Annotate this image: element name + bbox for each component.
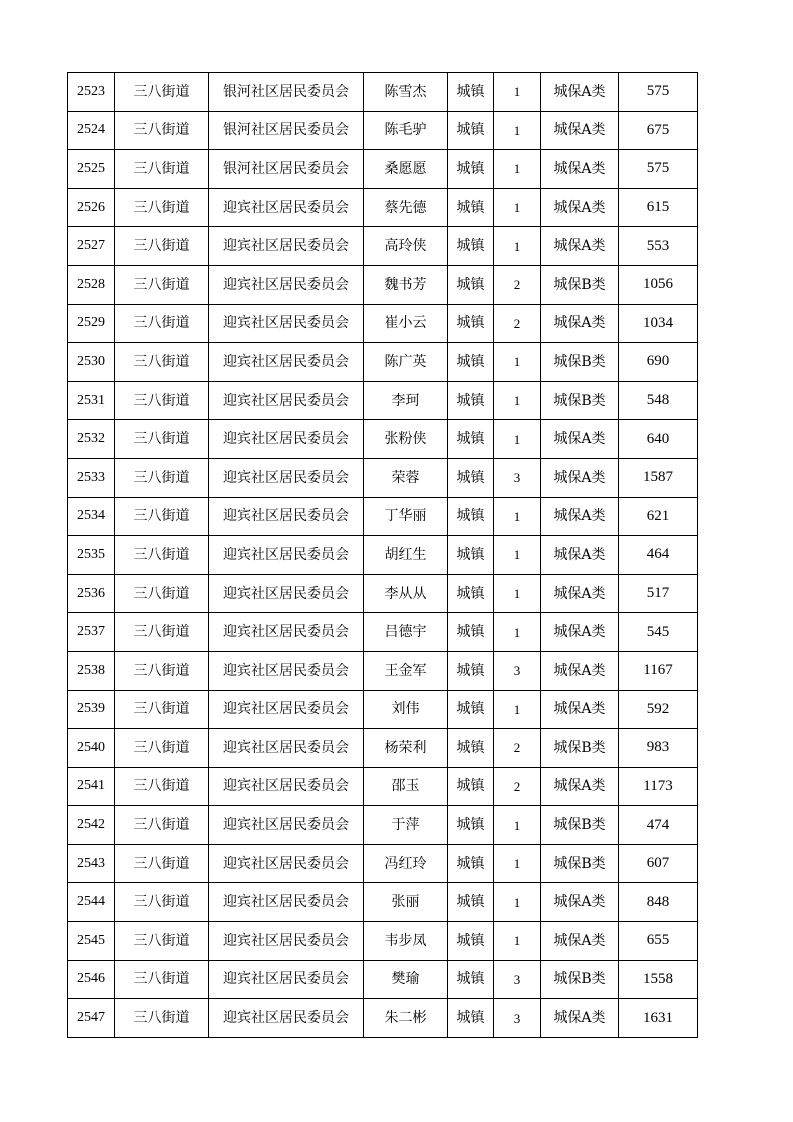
person-name-cell: 崔小云 [364,304,448,343]
area-type-cell: 城镇 [448,844,494,883]
household-count-cell: 1 [494,806,541,845]
data-table [67,72,698,1038]
area-type-cell: 城镇 [448,150,494,189]
table-row [68,111,698,150]
area-type-cell: 城镇 [448,883,494,922]
row-number-cell: 2533 [68,458,115,497]
committee-cell: 迎宾社区居民委员会 [209,613,364,652]
household-count-cell: 1 [494,188,541,227]
street-cell: 三八街道 [115,922,209,961]
household-count-cell: 3 [494,960,541,999]
household-count-cell: 2 [494,729,541,768]
area-type-cell: 城镇 [448,458,494,497]
amount-cell: 545 [619,613,698,652]
area-type-cell: 城镇 [448,536,494,575]
household-count-cell: 1 [494,73,541,112]
category-cell: 城保B类 [541,806,619,845]
row-number-cell: 2543 [68,844,115,883]
street-cell: 三八街道 [115,497,209,536]
table-row [68,651,698,690]
household-count-cell: 1 [494,111,541,150]
amount-cell: 1587 [619,458,698,497]
table-body [68,73,698,1038]
person-name-cell: 张丽 [364,883,448,922]
table-row [68,613,698,652]
area-type-cell: 城镇 [448,381,494,420]
person-name-cell: 韦步凤 [364,922,448,961]
street-cell: 三八街道 [115,73,209,112]
row-number-cell: 2530 [68,343,115,382]
household-count-cell: 1 [494,381,541,420]
table-row [68,729,698,768]
street-cell: 三八街道 [115,844,209,883]
street-cell: 三八街道 [115,343,209,382]
person-name-cell: 丁华丽 [364,497,448,536]
street-cell: 三八街道 [115,999,209,1038]
committee-cell: 迎宾社区居民委员会 [209,767,364,806]
amount-cell: 517 [619,574,698,613]
household-count-cell: 1 [494,574,541,613]
amount-cell: 1034 [619,304,698,343]
household-count-cell: 2 [494,265,541,304]
area-type-cell: 城镇 [448,613,494,652]
area-type-cell: 城镇 [448,304,494,343]
household-count-cell: 1 [494,883,541,922]
area-type-cell: 城镇 [448,960,494,999]
person-name-cell: 李从从 [364,574,448,613]
household-count-cell: 1 [494,613,541,652]
amount-cell: 464 [619,536,698,575]
person-name-cell: 杨荣利 [364,729,448,768]
category-cell: 城保A类 [541,536,619,575]
category-cell: 城保A类 [541,304,619,343]
table-row [68,883,698,922]
committee-cell: 迎宾社区居民委员会 [209,304,364,343]
row-number-cell: 2545 [68,922,115,961]
committee-cell: 迎宾社区居民委员会 [209,188,364,227]
street-cell: 三八街道 [115,304,209,343]
amount-cell: 474 [619,806,698,845]
category-cell: 城保A类 [541,111,619,150]
person-name-cell: 高玲侠 [364,227,448,266]
row-number-cell: 2539 [68,690,115,729]
area-type-cell: 城镇 [448,420,494,459]
table-row [68,767,698,806]
row-number-cell: 2537 [68,613,115,652]
committee-cell: 迎宾社区居民委员会 [209,381,364,420]
amount-cell: 615 [619,188,698,227]
committee-cell: 迎宾社区居民委员会 [209,960,364,999]
committee-cell: 银河社区居民委员会 [209,150,364,189]
area-type-cell: 城镇 [448,999,494,1038]
person-name-cell: 刘伟 [364,690,448,729]
row-number-cell: 2532 [68,420,115,459]
amount-cell: 553 [619,227,698,266]
row-number-cell: 2538 [68,651,115,690]
committee-cell: 迎宾社区居民委员会 [209,497,364,536]
person-name-cell: 蔡先德 [364,188,448,227]
street-cell: 三八街道 [115,767,209,806]
household-count-cell: 1 [494,150,541,189]
category-cell: 城保A类 [541,574,619,613]
street-cell: 三八街道 [115,381,209,420]
household-count-cell: 1 [494,343,541,382]
person-name-cell: 朱二彬 [364,999,448,1038]
household-count-cell: 2 [494,304,541,343]
person-name-cell: 李珂 [364,381,448,420]
row-number-cell: 2524 [68,111,115,150]
area-type-cell: 城镇 [448,690,494,729]
row-number-cell: 2531 [68,381,115,420]
amount-cell: 1558 [619,960,698,999]
category-cell: 城保A类 [541,73,619,112]
amount-cell: 848 [619,883,698,922]
committee-cell: 迎宾社区居民委员会 [209,574,364,613]
street-cell: 三八街道 [115,729,209,768]
table-row [68,458,698,497]
row-number-cell: 2536 [68,574,115,613]
street-cell: 三八街道 [115,227,209,266]
amount-cell: 621 [619,497,698,536]
area-type-cell: 城镇 [448,343,494,382]
person-name-cell: 王金军 [364,651,448,690]
street-cell: 三八街道 [115,613,209,652]
street-cell: 三八街道 [115,651,209,690]
amount-cell: 1631 [619,999,698,1038]
area-type-cell: 城镇 [448,111,494,150]
amount-cell: 1056 [619,265,698,304]
person-name-cell: 陈毛驴 [364,111,448,150]
area-type-cell: 城镇 [448,497,494,536]
row-number-cell: 2546 [68,960,115,999]
household-count-cell: 3 [494,999,541,1038]
table-row [68,381,698,420]
committee-cell: 迎宾社区居民委员会 [209,729,364,768]
committee-cell: 迎宾社区居民委员会 [209,265,364,304]
table-row [68,188,698,227]
row-number-cell: 2523 [68,73,115,112]
household-count-cell: 2 [494,767,541,806]
row-number-cell: 2547 [68,999,115,1038]
committee-cell: 迎宾社区居民委员会 [209,690,364,729]
committee-cell: 迎宾社区居民委员会 [209,883,364,922]
street-cell: 三八街道 [115,960,209,999]
person-name-cell: 陈雪杰 [364,73,448,112]
committee-cell: 迎宾社区居民委员会 [209,420,364,459]
table-row [68,690,698,729]
row-number-cell: 2542 [68,806,115,845]
category-cell: 城保A类 [541,883,619,922]
table-row [68,806,698,845]
committee-cell: 迎宾社区居民委员会 [209,536,364,575]
committee-cell: 迎宾社区居民委员会 [209,999,364,1038]
table-row [68,304,698,343]
category-cell: 城保A类 [541,227,619,266]
category-cell: 城保A类 [541,767,619,806]
table-row [68,922,698,961]
person-name-cell: 樊瑜 [364,960,448,999]
area-type-cell: 城镇 [448,922,494,961]
category-cell: 城保A类 [541,613,619,652]
person-name-cell: 于萍 [364,806,448,845]
committee-cell: 银河社区居民委员会 [209,111,364,150]
category-cell: 城保A类 [541,690,619,729]
table-row [68,73,698,112]
street-cell: 三八街道 [115,111,209,150]
street-cell: 三八街道 [115,265,209,304]
table-row [68,536,698,575]
area-type-cell: 城镇 [448,729,494,768]
committee-cell: 迎宾社区居民委员会 [209,806,364,845]
amount-cell: 548 [619,381,698,420]
table-row [68,420,698,459]
category-cell: 城保A类 [541,497,619,536]
row-number-cell: 2540 [68,729,115,768]
committee-cell: 迎宾社区居民委员会 [209,227,364,266]
household-count-cell: 3 [494,458,541,497]
area-type-cell: 城镇 [448,767,494,806]
category-cell: 城保B类 [541,960,619,999]
amount-cell: 983 [619,729,698,768]
amount-cell: 675 [619,111,698,150]
category-cell: 城保B类 [541,729,619,768]
table-row [68,999,698,1038]
street-cell: 三八街道 [115,883,209,922]
category-cell: 城保A类 [541,150,619,189]
row-number-cell: 2535 [68,536,115,575]
committee-cell: 迎宾社区居民委员会 [209,651,364,690]
person-name-cell: 魏书芳 [364,265,448,304]
table-row [68,960,698,999]
row-number-cell: 2541 [68,767,115,806]
person-name-cell: 陈广英 [364,343,448,382]
row-number-cell: 2526 [68,188,115,227]
table-row [68,343,698,382]
category-cell: 城保A类 [541,458,619,497]
household-count-cell: 1 [494,536,541,575]
street-cell: 三八街道 [115,150,209,189]
table-row [68,574,698,613]
person-name-cell: 桑愿愿 [364,150,448,189]
row-number-cell: 2525 [68,150,115,189]
person-name-cell: 胡红生 [364,536,448,575]
street-cell: 三八街道 [115,536,209,575]
row-number-cell: 2534 [68,497,115,536]
category-cell: 城保A类 [541,420,619,459]
amount-cell: 575 [619,150,698,189]
person-name-cell: 张粉侠 [364,420,448,459]
amount-cell: 640 [619,420,698,459]
household-count-cell: 1 [494,420,541,459]
area-type-cell: 城镇 [448,73,494,112]
area-type-cell: 城镇 [448,806,494,845]
amount-cell: 1167 [619,651,698,690]
committee-cell: 迎宾社区居民委员会 [209,922,364,961]
table-row [68,844,698,883]
street-cell: 三八街道 [115,188,209,227]
committee-cell: 迎宾社区居民委员会 [209,343,364,382]
amount-cell: 607 [619,844,698,883]
amount-cell: 690 [619,343,698,382]
table-row [68,150,698,189]
category-cell: 城保B类 [541,265,619,304]
category-cell: 城保A类 [541,188,619,227]
category-cell: 城保A类 [541,999,619,1038]
committee-cell: 银河社区居民委员会 [209,73,364,112]
person-name-cell: 吕德宇 [364,613,448,652]
street-cell: 三八街道 [115,806,209,845]
street-cell: 三八街道 [115,458,209,497]
amount-cell: 575 [619,73,698,112]
table-row [68,497,698,536]
table-row [68,265,698,304]
household-count-cell: 1 [494,922,541,961]
street-cell: 三八街道 [115,574,209,613]
person-name-cell: 冯红玲 [364,844,448,883]
household-count-cell: 1 [494,227,541,266]
area-type-cell: 城镇 [448,188,494,227]
street-cell: 三八街道 [115,690,209,729]
committee-cell: 迎宾社区居民委员会 [209,844,364,883]
household-count-cell: 1 [494,690,541,729]
row-number-cell: 2528 [68,265,115,304]
amount-cell: 655 [619,922,698,961]
row-number-cell: 2527 [68,227,115,266]
household-count-cell: 1 [494,844,541,883]
amount-cell: 1173 [619,767,698,806]
category-cell: 城保A类 [541,651,619,690]
table-row [68,227,698,266]
area-type-cell: 城镇 [448,227,494,266]
person-name-cell: 荣蓉 [364,458,448,497]
area-type-cell: 城镇 [448,574,494,613]
row-number-cell: 2529 [68,304,115,343]
area-type-cell: 城镇 [448,651,494,690]
category-cell: 城保B类 [541,844,619,883]
street-cell: 三八街道 [115,420,209,459]
area-type-cell: 城镇 [448,265,494,304]
person-name-cell: 邵玉 [364,767,448,806]
amount-cell: 592 [619,690,698,729]
category-cell: 城保A类 [541,922,619,961]
household-count-cell: 1 [494,497,541,536]
household-count-cell: 3 [494,651,541,690]
committee-cell: 迎宾社区居民委员会 [209,458,364,497]
category-cell: 城保B类 [541,381,619,420]
category-cell: 城保B类 [541,343,619,382]
row-number-cell: 2544 [68,883,115,922]
